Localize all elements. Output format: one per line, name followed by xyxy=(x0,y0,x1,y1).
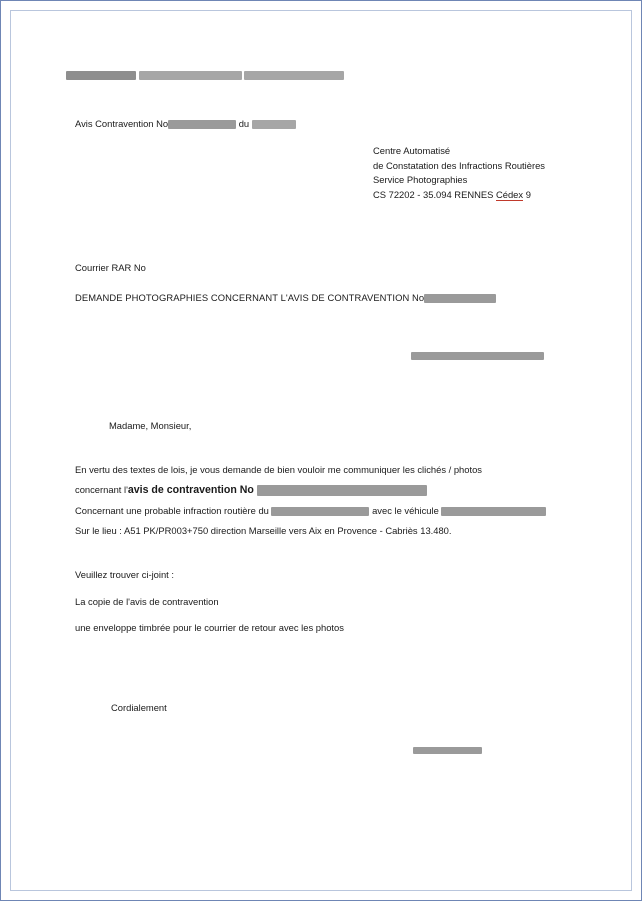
recipient-line-4 xyxy=(373,188,623,203)
sender-block xyxy=(66,69,366,83)
body-paragraph-2-prefix: Concernant une probable infraction routière du xyxy=(75,504,272,516)
notice-date-redaction xyxy=(252,120,296,129)
sender-address-2-redaction xyxy=(244,71,344,80)
recipient-cedex-number: 9 xyxy=(523,188,531,200)
body-paragraph-1-bold: avis de contravention No xyxy=(127,483,257,496)
body-paragraphs xyxy=(75,463,575,549)
recipient-address-block xyxy=(373,144,623,202)
enclosures-block xyxy=(75,568,575,648)
body-paragraph-1-prefix: concernant l' xyxy=(75,483,128,495)
subject-line xyxy=(75,291,496,305)
enclosures-intro: Veuillez trouver ci-joint : xyxy=(75,569,174,580)
enclosure-item-1: La copie de l'avis de contravention xyxy=(75,595,219,607)
salutation: Madame, Monsieur, xyxy=(109,420,192,431)
notice-reference-line xyxy=(75,117,296,131)
notice-reference-middle: du xyxy=(236,118,252,129)
notice-number-redaction xyxy=(168,120,236,129)
subject-number-redaction xyxy=(424,294,496,303)
body-vehicle-plate-redaction xyxy=(441,507,546,516)
recipient-line-3: Service Photographies xyxy=(373,174,468,186)
place-date-line xyxy=(411,348,544,362)
closing-salutation: Cordialement xyxy=(111,702,167,713)
subject-text: DEMANDE PHOTOGRAPHIES CONCERNANT L'AVIS DE CONTRAVENTION No xyxy=(75,292,425,303)
body-infraction-date-redaction xyxy=(271,507,369,516)
recipient-line-2: de Constatation des Infractions Routières xyxy=(373,159,545,171)
letter-body xyxy=(11,11,631,890)
sender-name-redaction xyxy=(66,71,136,80)
body-paragraph-2-middle: avec le véhicule xyxy=(369,504,442,516)
place-date-redaction xyxy=(411,352,544,360)
notice-reference-prefix: Avis Contravention No xyxy=(75,118,169,129)
signature-redaction xyxy=(413,747,482,754)
body-paragraph-2 xyxy=(75,504,575,518)
signature-block xyxy=(413,743,482,757)
body-avis-number-redaction xyxy=(257,485,427,496)
courier-reference-line: Courrier RAR No xyxy=(75,262,146,273)
recipient-line-1: Centre Automatisé xyxy=(373,145,451,156)
recipient-postal-prefix: CS 72202 - 35.094 RENNES xyxy=(373,188,496,200)
body-paragraph-1-line-1: En vertu des textes de lois, je vous demande de bien vouloir me communiquer les clichés / photos xyxy=(75,464,482,475)
body-paragraph-1-line-2 xyxy=(75,483,575,498)
enclosure-item-2: une enveloppe timbrée pour le courrier de retour avec les photos xyxy=(75,622,344,634)
document-page xyxy=(10,10,632,891)
sender-address-1-redaction xyxy=(139,71,242,80)
body-paragraph-3: Sur le lieu : A51 PK/PR003+750 direction Marseille vers Aix en Provence - Cabriès 13.480. xyxy=(75,524,452,536)
recipient-cedex: Cédex xyxy=(495,188,524,200)
